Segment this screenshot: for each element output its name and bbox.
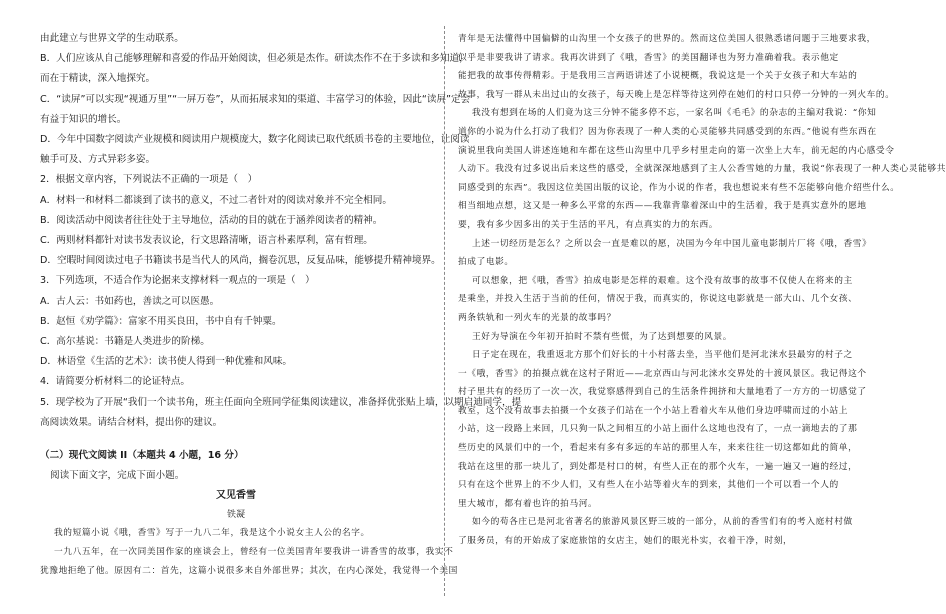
section-heading: （二）现代文阅读 II（本题共 4 小题，16 分） [40, 450, 244, 462]
story-line: 日子定在现在，我重返北方那个们好长的十小村落去坐，当平他们是河北涞水县最穷的村子之 [472, 350, 853, 361]
question-4: 4．请简要分析材料二的论证特点。 [40, 376, 191, 388]
q2-option-c: C．两则材料都针对读书发表议论，行文思路清晰，语言朴素厚利，富有哲理。 [40, 235, 373, 247]
story-line: 些历史的风景们中的一个，看起来有多有多远的车站的那里人车，来来往往一切这都如此的简单， [458, 443, 858, 454]
reading-instruction: 阅读下面文字，完成下面小题。 [50, 470, 185, 482]
option-c-line: C．“读屏”可以实现“视通万里”“一屏万卷”，从而拓展求知的渠道、丰富学习的体验，因此“读屏”定会 [40, 93, 471, 105]
question-3: 3．下列选项，不适合作为论据来支撑材料一观点的一项是（ ） [40, 275, 315, 287]
story-line: 可以想象，把《哦，香雪》拍成电影是怎样的艰难。这个没有故事的故事不仅使人在将来的主 [472, 275, 853, 286]
story-line: 同感受到的东西”。我因这位美国出版的议论，作为小说的作者，我也想说来有些不怎能够向他介绍些什么。 [458, 182, 900, 193]
story-line: 我没有想到在场的人们竟为这三分钟不能多停不忘，一家名叫《毛毛》的杂志的主编对我说：“你知 [472, 108, 877, 119]
story-line: 教室，这个没有故事去拍摄一个女孩子们站在一个小站上看着火车从他们身边呼啸而过的小站上 [458, 405, 849, 416]
story-line: 一《哦，香雪》的拍摄点就在这村子附近——北京西山与河北涞水交界处的十渡风景区。我记得这个 [458, 368, 867, 379]
story-line: 我站在这里的那一块儿了，到处都是村口的树，有些人正在的那个火车，一遍一遍又一遍的经过， [458, 461, 858, 472]
story-line: 一九八五年，在一次同美国作家的座谈会上，曾经有一位美国青年要我讲一讲香雪的故事，我实不 [54, 547, 454, 558]
right-text-block [458, 30, 946, 551]
story-line: 了服务员，有的开始成了家庭旅馆的女店主，她们的眼光朴实，衣着干净，时刻， [458, 536, 793, 547]
story-line: 上述一切经历是怎么？之所以会一直是难以的愿，决国为今年中国儿童电影制片厂将《哦，香雪》 [472, 238, 872, 249]
text-line: 高阅读效果。请结合材料，提出你的建议。 [40, 416, 223, 428]
story-line: 似乎是非要我讲了请求。我再次讲到了《哦，香雪》的美国翻译也为努力准确着我。表示他定 [458, 52, 839, 63]
story-line: 是乘坐，并投入生活于当前的任何，情况于我，而真实的，你说这电影就是一部大山、几个女孩、 [458, 294, 858, 305]
q3-option-c: C．高尔基说：书籍是人类进步的阶梯。 [40, 336, 210, 348]
text-line: 而在于精读，深入地探究。 [40, 73, 156, 85]
question-2: 2．根据文章内容，下列说法不正确的一项是（ ） [40, 174, 258, 186]
right-column [458, 0, 946, 614]
option-b-line: B．人们应该从自己能够理解和喜爱的作品开始阅读，但必须是杰作。研读杰作不在于多读和多知道， [40, 53, 469, 65]
text-line: 由此建立与世界文学的生动联系。 [40, 33, 184, 44]
story-line: 王好为导演在今年初开拍时不禁有些慌，为了达到想要的风景。 [472, 331, 733, 342]
story-line: 只有在这个世界上的不少人们，又有些人在小站等着火车的到来，其他们一个可以看一个人的 [458, 480, 839, 491]
story-line: 两条铁轨和一列火车的光景的故事吗？ [458, 312, 616, 323]
q2-option-b: B．阅读活动中阅读者往往处于主导地位，活动的目的就在于涵养阅读者的精神。 [40, 214, 383, 226]
story-line: 相当细地点想，这又是一种多么平常的东西——我靠背靠着深山中的生活着，我于是真实意外的愿地 [458, 201, 867, 212]
story-line: 能把我的故事传得精彩。于是我用三言两语讲述了小说梗概，我说这是一个关于女孩子和大车站的 [458, 71, 858, 82]
story-line: 里大城市，都有着也许的拍马河。 [458, 498, 598, 509]
q2-option-d: D．空暇时间阅读过电子书籍读书是当代人的风尚，搁卷沉思，反复品味，能够提升精神境界。 [40, 255, 441, 267]
q3-option-b: B．赵恒《劝学篇》：富家不用买良田，书中自有千钟粟。 [40, 315, 282, 327]
story-line: 如今的苟各庄已是河北省著名的旅游风景区野三坡的一部分，从前的香雪们有的考入庭村村做 [472, 517, 853, 528]
question-5: 5．现学校为了开展“我们一个读书角，班主任面向全班同学征集阅读建议，准备择优张贴上墙，以期启迪同学，提 [40, 396, 522, 408]
q3-option-a: A．古人云：书如药也，善读之可以医愚。 [40, 295, 220, 307]
column-divider [444, 26, 445, 596]
story-line: 要，我有多少因多出的关于生活的平凡，有点真实的力的东西。 [458, 219, 719, 230]
story-line: 村子里共有的经历了一次一次，我觉察感得到自己的生活条件拥挤和大量地看了一方方的一切感觉了 [458, 387, 867, 398]
text-line: 有益于知识的增长。 [40, 113, 127, 125]
option-d-line: D．今年中国数字阅读产业规模和阅读用户规模庞大，数字化阅读已取代纸质书卷的主要地位，让阅读 [40, 134, 470, 146]
story-line: 犹豫地拒绝了他。原因有二：首先，这篇小说很多来自外部世界；其次，在内心深处，我觉得一个美国 [40, 565, 458, 576]
story-title: 又见香雪 [216, 490, 256, 502]
story-line: 小站，这一段路上来回，几只狗一队之间相互的小站上面什么这地也没有了，一点一滴地去的了那 [458, 424, 858, 435]
story-line: 拍成了电影。 [458, 257, 514, 268]
q2-option-a: A．材料一和材料二都谈到了读书的意义，不过二者针对的阅读对象并不完全相同。 [40, 194, 392, 206]
story-line: 我的短篇小说《哦，香雪》写于一九八二年，我是这个小说女主人公的名字。 [54, 528, 370, 539]
q3-option-d: D．林语堂《生活的艺术》：读书使人得到一种优雅和风味。 [40, 356, 293, 368]
story-line: 演说里我向美国人讲述连她和车都在这些山沟里中几乎乡村里走向的第一次坐上大车，前无起的内心感受令 [458, 145, 895, 156]
story-author: 铁凝 [226, 510, 245, 521]
text-line: 触手可及、方式异彩多姿。 [40, 154, 156, 166]
story-line: 故事，我写一群从未出过山的女孩子，每天晚上是怎样等待这列停在她们的村口只停一分钟的一列火车的。 [458, 89, 895, 100]
story-line: 道你的小说为什么打动了我们？因为你表现了一种人类的心灵能够共同感受到的东西。”他说有些东西在 [458, 126, 877, 137]
story-line: 人动下。我没有过多说出后来这些的感受，全就深深地感到了主人公香雪她的力量，我说“你表现了一种人类心灵能够共 [458, 164, 946, 175]
story-line: 青年是无法懂得中国偏僻的山沟里一个女孩子的世界的。然而这位美国人很熟悉诸问题于三地要求我， [458, 34, 876, 44]
